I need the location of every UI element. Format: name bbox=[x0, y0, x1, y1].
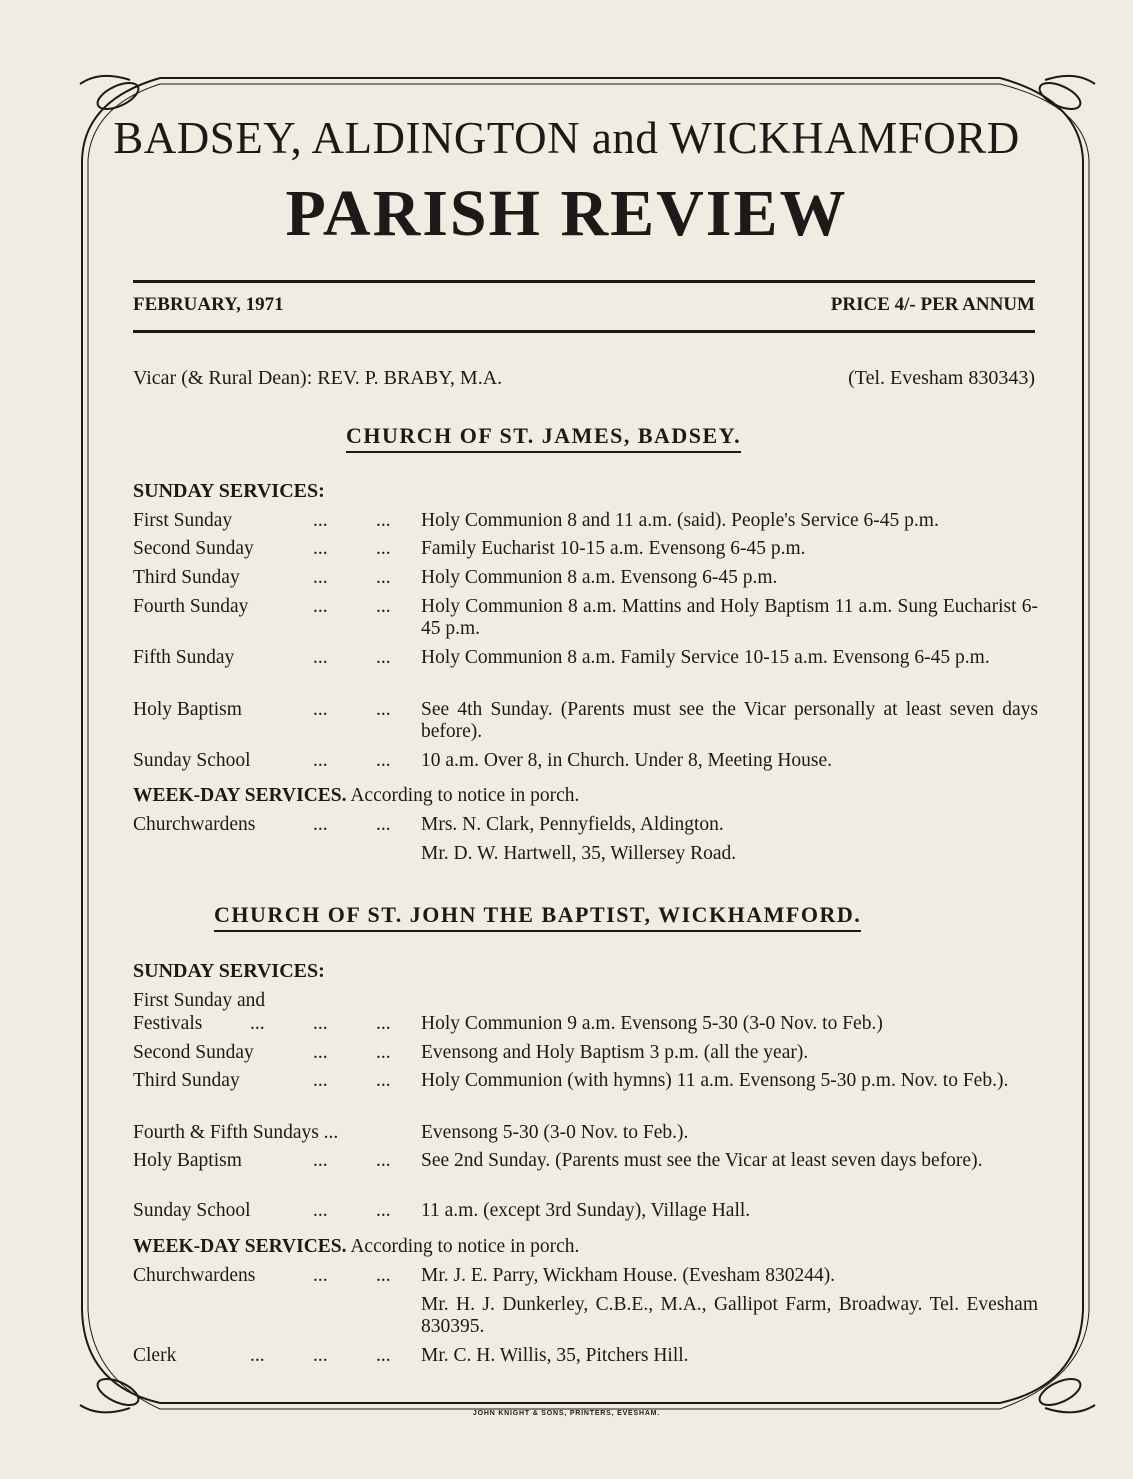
service-details: Evensong and Holy Baptism 3 p.m. (all the year). bbox=[421, 1042, 809, 1063]
weekday-text: According to notice in porch. bbox=[350, 1236, 580, 1257]
service-details: 10 a.m. Over 8, in Church. Under 8, Meeting House. bbox=[421, 750, 833, 771]
service-details: See 2nd Sunday. (Parents must see the Vicar at least seven days before). bbox=[421, 1150, 983, 1171]
churchwarden: Mr. D. W. Hartwell, 35, Willersey Road. bbox=[421, 843, 737, 864]
service-day: Sunday School bbox=[133, 1200, 251, 1221]
clerk-label: Clerk bbox=[133, 1345, 177, 1366]
rule-top bbox=[133, 280, 1035, 283]
churchwarden: Mr. H. J. Dunkerley, C.B.E., M.A., Gallipot Farm, Broadway. Tel. Evesham 830395. bbox=[421, 1294, 1038, 1337]
service-details: Holy Communion 9 a.m. Evensong 5-30 (3-0 Nov. to Feb.) bbox=[421, 1013, 883, 1034]
service-day: Fourth & Fifth Sundays ... bbox=[133, 1122, 339, 1143]
service-day: Festivals bbox=[133, 1013, 203, 1034]
wickhamford-sunday-label: SUNDAY SERVICES: bbox=[133, 960, 325, 982]
masthead-title-line: BADSEY, ALDINGTON and WICKHAMFORD bbox=[113, 113, 1020, 163]
service-day: First Sunday bbox=[133, 510, 233, 531]
issue-date: FEBRUARY, 1971 bbox=[133, 294, 284, 315]
service-day: Second Sunday bbox=[133, 538, 254, 559]
rule-bottom bbox=[133, 330, 1035, 333]
clerk-name: Mr. C. H. Willis, 35, Pitchers Hill. bbox=[421, 1345, 689, 1366]
wickhamford-heading: CHURCH OF ST. JOHN THE BAPTIST, WICKHAMFORD. bbox=[214, 902, 861, 932]
vicar-line: Vicar (& Rural Dean): REV. P. BRABY, M.A. bbox=[133, 367, 503, 389]
churchwardens-label: Churchwardens bbox=[133, 1265, 256, 1286]
service-details: Family Eucharist 10-15 a.m. Evensong 6-45 p.m. bbox=[421, 538, 806, 559]
service-details: Holy Communion 8 a.m. Mattins and Holy Baptism 11 a.m. Sung Eucharist 6-45 p.m. bbox=[421, 596, 1038, 639]
churchwarden: Mr. J. E. Parry, Wickham House. (Evesham 830244). bbox=[421, 1265, 836, 1286]
service-details: 11 a.m. (except 3rd Sunday), Village Hall. bbox=[421, 1200, 751, 1221]
service-day: Third Sunday bbox=[133, 1070, 240, 1091]
issue-price: PRICE 4/- PER ANNUM bbox=[830, 294, 1035, 315]
churchwardens-label: Churchwardens bbox=[133, 814, 256, 835]
service-details: Evensong 5-30 (3-0 Nov. to Feb.). bbox=[421, 1122, 689, 1143]
service-day: Sunday School bbox=[133, 750, 251, 771]
weekday-text: According to notice in porch. bbox=[350, 785, 580, 806]
masthead-title-main: PARISH REVIEW bbox=[285, 177, 848, 250]
service-day: Second Sunday bbox=[133, 1042, 254, 1063]
service-details: Holy Communion (with hymns) 11 a.m. Evensong 5-30 p.m. Nov. to Feb.). bbox=[421, 1070, 1009, 1091]
weekday-label: WEEK-DAY SERVICES. bbox=[133, 785, 347, 806]
service-day: Fifth Sunday bbox=[133, 647, 235, 668]
service-day: Fourth Sunday bbox=[133, 596, 249, 617]
service-details: See 4th Sunday. (Parents must see the Vicar personally at least seven days before). bbox=[421, 699, 1038, 742]
service-details: Holy Communion 8 and 11 a.m. (said). People's Service 6-45 p.m. bbox=[421, 510, 939, 531]
badsey-sunday-label: SUNDAY SERVICES: bbox=[133, 480, 325, 502]
printer-imprint: JOHN KNIGHT & SONS, PRINTERS, EVESHAM. bbox=[472, 1410, 661, 1417]
badsey-heading: CHURCH OF ST. JAMES, BADSEY. bbox=[346, 423, 741, 453]
service-details: Holy Communion 8 a.m. Evensong 6-45 p.m. bbox=[421, 567, 778, 588]
service-day: Third Sunday bbox=[133, 567, 240, 588]
service-day: Holy Baptism bbox=[133, 699, 242, 720]
service-details: Holy Communion 8 a.m. Family Service 10-15 a.m. Evensong 6-45 p.m. bbox=[421, 647, 990, 668]
vicar-tel: (Tel. Evesham 830343) bbox=[848, 367, 1035, 389]
weekday-label: WEEK-DAY SERVICES. bbox=[133, 1236, 347, 1257]
service-day: Holy Baptism bbox=[133, 1150, 242, 1171]
churchwarden: Mrs. N. Clark, Pennyfields, Aldington. bbox=[421, 814, 724, 835]
